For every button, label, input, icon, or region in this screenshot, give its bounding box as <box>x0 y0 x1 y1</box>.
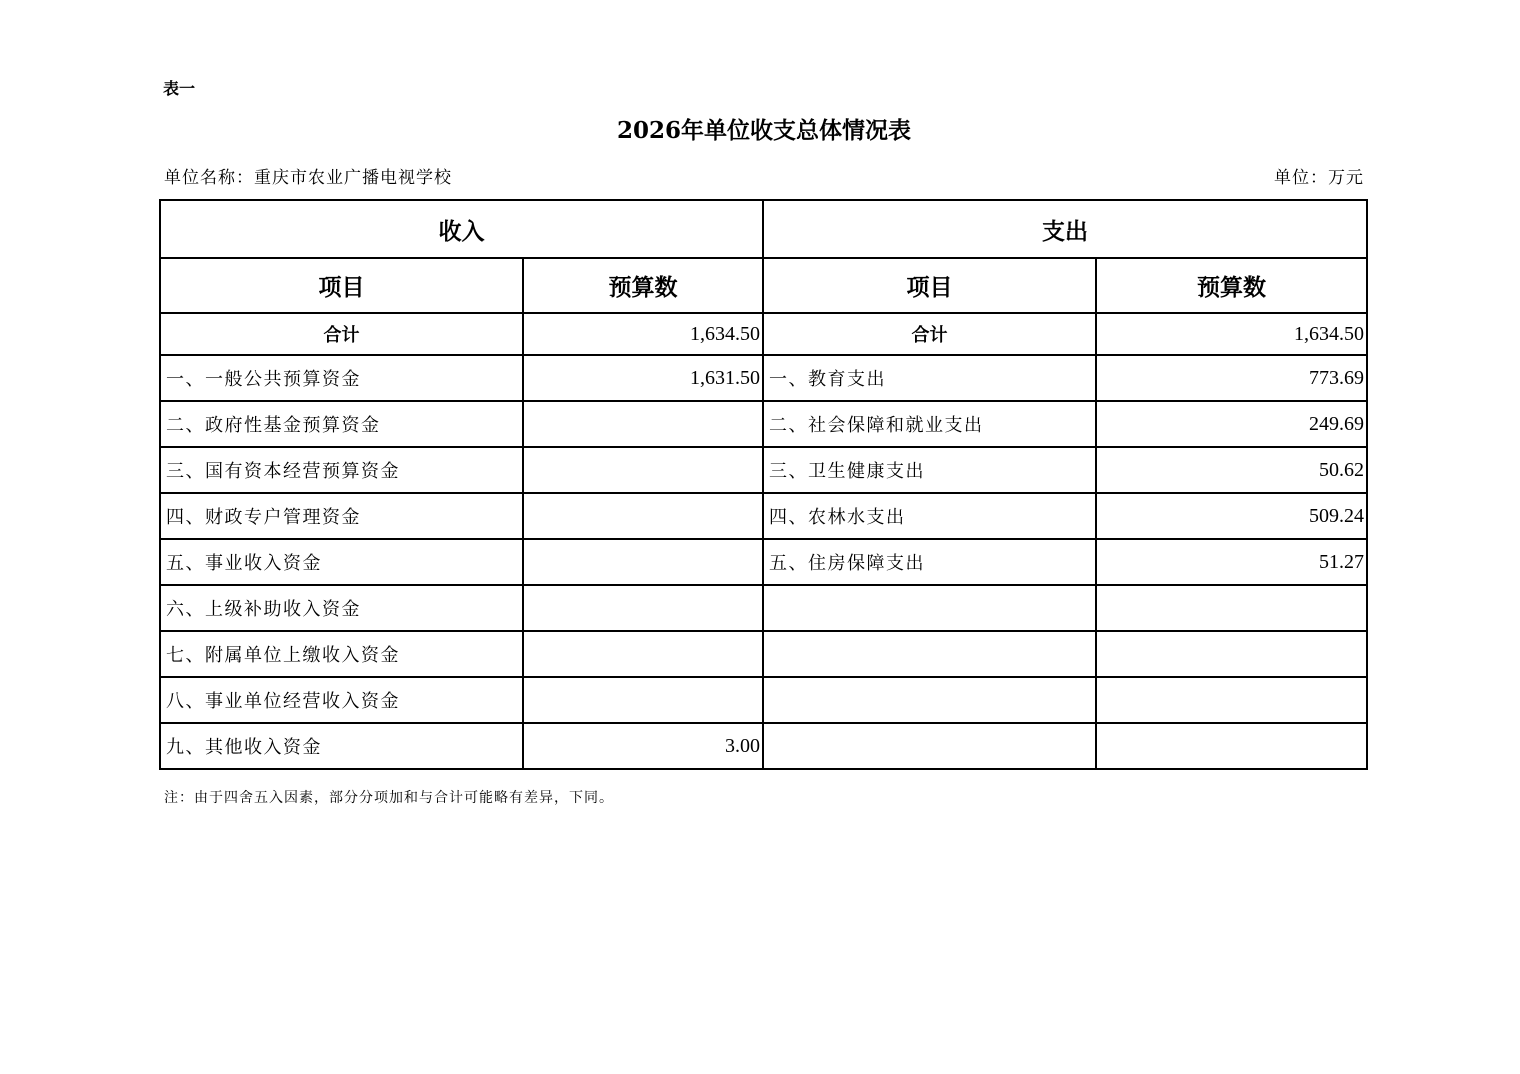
budget-table-body <box>160 200 1367 769</box>
income-item: 八、事业单位经营收入资金 <box>160 677 523 723</box>
expense-item <box>763 677 1096 723</box>
total-row <box>160 313 1367 355</box>
income-value <box>523 631 763 677</box>
income-value <box>523 677 763 723</box>
income-value: 3.00 <box>523 723 763 769</box>
income-item-header: 项目 <box>160 258 523 313</box>
expense-item: 二、社会保障和就业支出 <box>763 401 1096 447</box>
expense-item <box>763 631 1096 677</box>
table-row <box>160 585 1367 631</box>
income-value <box>523 493 763 539</box>
income-item: 四、财政专户管理资金 <box>160 493 523 539</box>
income-section-header: 收入 <box>160 200 763 258</box>
table-row <box>160 493 1367 539</box>
expense-value <box>1096 631 1367 677</box>
expense-value: 773.69 <box>1096 355 1367 401</box>
income-item: 七、附属单位上缴收入资金 <box>160 631 523 677</box>
income-value <box>523 401 763 447</box>
income-value <box>523 539 763 585</box>
income-total-label: 合计 <box>160 313 523 355</box>
expense-item-header: 项目 <box>763 258 1096 313</box>
expense-value: 51.27 <box>1096 539 1367 585</box>
income-item: 三、国有资本经营预算资金 <box>160 447 523 493</box>
expense-item <box>763 585 1096 631</box>
income-item: 九、其他收入资金 <box>160 723 523 769</box>
expense-value: 509.24 <box>1096 493 1367 539</box>
income-total-value: 1,634.50 <box>523 313 763 355</box>
table-row <box>160 723 1367 769</box>
income-value <box>523 447 763 493</box>
expense-budget-header: 预算数 <box>1096 258 1367 313</box>
expense-item: 四、农林水支出 <box>763 493 1096 539</box>
expense-item: 三、卫生健康支出 <box>763 447 1096 493</box>
expense-total-value: 1,634.50 <box>1096 313 1367 355</box>
expense-value: 249.69 <box>1096 401 1367 447</box>
expense-value <box>1096 585 1367 631</box>
section-header-row <box>160 200 1367 258</box>
table-row <box>160 631 1367 677</box>
expense-item: 五、住房保障支出 <box>763 539 1096 585</box>
expense-item: 一、教育支出 <box>763 355 1096 401</box>
table-row <box>160 401 1367 447</box>
expense-value <box>1096 723 1367 769</box>
income-item: 六、上级补助收入资金 <box>160 585 523 631</box>
table-number-label: 表一 <box>163 79 196 98</box>
expense-value <box>1096 677 1367 723</box>
expense-section-header: 支出 <box>763 200 1367 258</box>
expense-item <box>763 723 1096 769</box>
income-value <box>523 585 763 631</box>
footnote: 注：由于四舍五入因素，部分分项加和与合计可能略有差异，下同。 <box>164 790 614 806</box>
income-item: 五、事业收入资金 <box>160 539 523 585</box>
document-title: 2026年单位收支总体情况表 <box>616 117 911 144</box>
expense-value: 50.62 <box>1096 447 1367 493</box>
table-row <box>160 447 1367 493</box>
expense-total-label: 合计 <box>763 313 1096 355</box>
income-item: 一、一般公共预算资金 <box>160 355 523 401</box>
table-row <box>160 355 1367 401</box>
table-row <box>160 539 1367 585</box>
income-item: 二、政府性基金预算资金 <box>160 401 523 447</box>
income-budget-header: 预算数 <box>523 258 763 313</box>
organization-name: 单位名称：重庆市农业广播电视学校 <box>164 168 452 188</box>
column-header-row <box>160 258 1367 313</box>
income-value: 1,631.50 <box>523 355 763 401</box>
unit-of-measure: 单位：万元 <box>1274 168 1364 188</box>
table-row <box>160 677 1367 723</box>
budget-summary-table <box>159 199 1368 770</box>
